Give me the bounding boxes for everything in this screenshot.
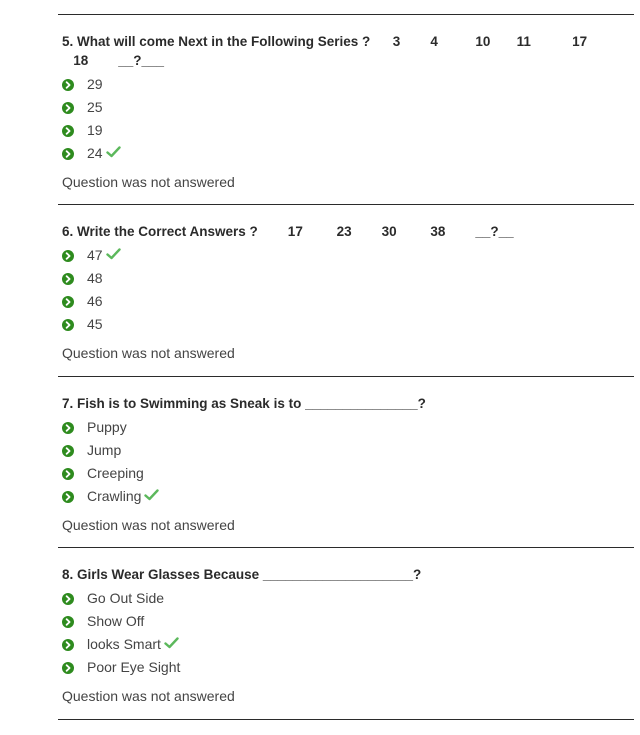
chevron-right-circle-icon xyxy=(62,273,74,285)
option[interactable] xyxy=(62,73,634,96)
option-label: 25 xyxy=(87,99,103,115)
option-correct[interactable] xyxy=(62,142,634,165)
option-label: Jump xyxy=(87,442,122,458)
option[interactable] xyxy=(62,587,634,610)
question-title-continued: 18 __?___ xyxy=(62,53,165,68)
option-label: 24 xyxy=(87,145,103,161)
chevron-right-circle-icon xyxy=(62,639,74,651)
option-label: Crawling xyxy=(87,488,142,504)
option[interactable] xyxy=(62,416,634,439)
checkmark-icon xyxy=(164,633,179,656)
chevron-right-circle-icon xyxy=(62,296,74,308)
question-title: 7. Fish is to Swimming as Sneak is to _______________? xyxy=(62,396,426,411)
chevron-right-circle-icon xyxy=(62,102,74,114)
checkmark-icon xyxy=(106,244,121,267)
option[interactable] xyxy=(62,96,634,119)
question-title: 6. Write the Correct Answers ? 17 23 30 38 __?__ xyxy=(62,224,514,239)
divider xyxy=(58,376,634,377)
option-label: 45 xyxy=(87,316,103,332)
divider xyxy=(58,547,634,548)
divider xyxy=(58,14,634,15)
chevron-right-circle-icon xyxy=(62,593,74,605)
chevron-right-circle-icon xyxy=(62,616,74,628)
answer-status: Question was not answered xyxy=(62,688,235,704)
chevron-right-circle-icon xyxy=(62,468,74,480)
option-label: Puppy xyxy=(87,419,127,435)
options-list xyxy=(62,587,634,679)
divider xyxy=(58,719,634,720)
chevron-right-circle-icon xyxy=(62,491,74,503)
question-5 xyxy=(62,32,634,191)
option-label: 47 xyxy=(87,247,103,263)
divider xyxy=(58,204,634,205)
question-title: 8. Girls Wear Glasses Because ____________________? xyxy=(62,567,422,582)
chevron-right-circle-icon xyxy=(62,148,74,160)
option[interactable] xyxy=(62,267,634,290)
question-title: 5. What will come Next in the Following Series ? 3 4 10 11 17 xyxy=(62,34,588,49)
option-correct[interactable] xyxy=(62,485,634,508)
checkmark-icon xyxy=(106,142,121,165)
option-label: 48 xyxy=(87,270,103,286)
option-label: Poor Eye Sight xyxy=(87,659,181,675)
option-correct[interactable] xyxy=(62,244,634,267)
checkmark-icon xyxy=(144,485,159,508)
option-label: 29 xyxy=(87,76,103,92)
option-label: Go Out Side xyxy=(87,590,165,606)
option[interactable] xyxy=(62,290,634,313)
answer-status: Question was not answered xyxy=(62,174,235,190)
question-8 xyxy=(62,565,634,705)
chevron-right-circle-icon xyxy=(62,250,74,262)
option-label: looks Smart xyxy=(87,636,161,652)
option-label: Show Off xyxy=(87,613,145,629)
option[interactable] xyxy=(62,656,634,679)
option-label: 46 xyxy=(87,293,103,309)
options-list xyxy=(62,244,634,336)
options-list xyxy=(62,416,634,508)
option[interactable] xyxy=(62,313,634,336)
chevron-right-circle-icon xyxy=(62,319,74,331)
chevron-right-circle-icon xyxy=(62,662,74,674)
options-list xyxy=(62,73,634,165)
chevron-right-circle-icon xyxy=(62,125,74,137)
option[interactable] xyxy=(62,610,634,633)
option-label: Creeping xyxy=(87,465,144,481)
option[interactable] xyxy=(62,462,634,485)
option-correct[interactable] xyxy=(62,633,634,656)
option[interactable] xyxy=(62,119,634,142)
question-6 xyxy=(62,222,634,362)
option[interactable] xyxy=(62,439,634,462)
question-7 xyxy=(62,394,634,534)
answer-status: Question was not answered xyxy=(62,517,235,533)
chevron-right-circle-icon xyxy=(62,79,74,91)
chevron-right-circle-icon xyxy=(62,445,74,457)
chevron-right-circle-icon xyxy=(62,422,74,434)
answer-status: Question was not answered xyxy=(62,345,235,361)
option-label: 19 xyxy=(87,122,103,138)
